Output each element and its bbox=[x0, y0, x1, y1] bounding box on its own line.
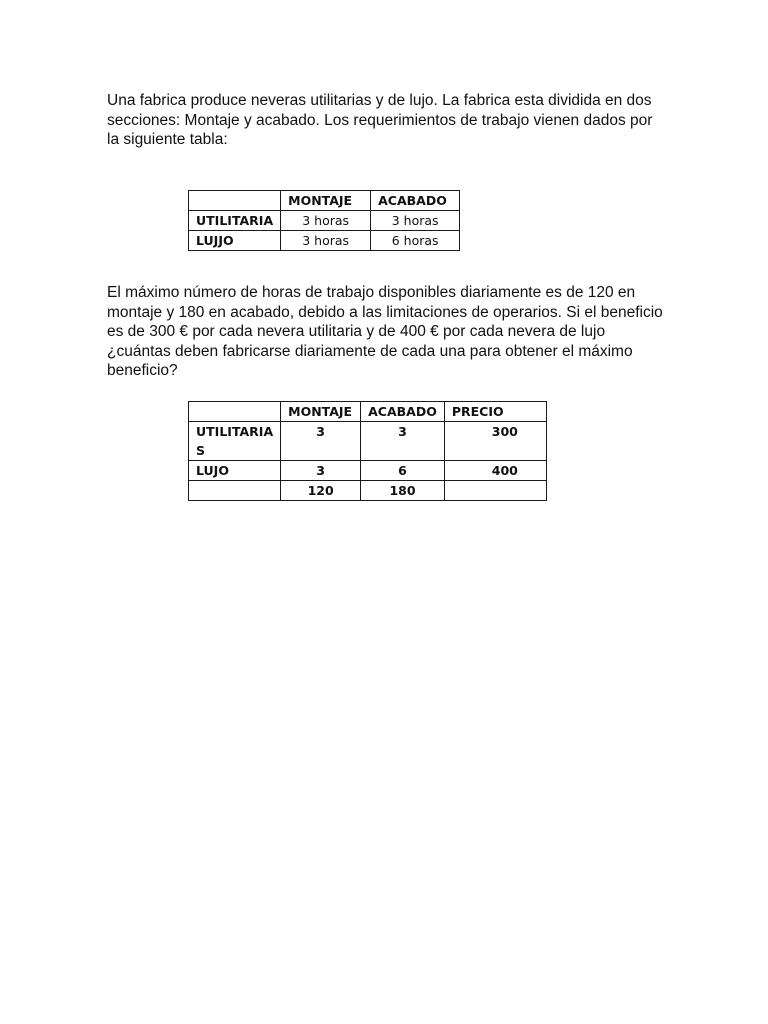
table-row-label: UTILITARIA bbox=[189, 211, 281, 231]
production-data-table bbox=[188, 401, 547, 501]
table-cell: 3 bbox=[281, 422, 361, 461]
intro-paragraph: Una fabrica produce neveras utilitarias y de lujo. La fabrica esta dividida en dos secciones: Montaje y acabado. Los requerimientos de trabajo vienen dados por la siguiente tabla: bbox=[107, 92, 653, 148]
table-header-cell bbox=[189, 191, 281, 211]
table-header-cell bbox=[189, 402, 281, 422]
table-cell: 3 horas bbox=[371, 211, 460, 231]
table-cell bbox=[189, 481, 281, 501]
table-header-cell: ACABADO bbox=[361, 402, 445, 422]
work-requirements-table bbox=[188, 190, 460, 251]
table-row-label: LUJJO bbox=[189, 231, 281, 251]
table-totals-row bbox=[189, 481, 547, 501]
table-cell: 300 bbox=[444, 422, 546, 461]
table-header-row bbox=[189, 191, 460, 211]
table-row bbox=[189, 422, 547, 461]
table-cell: 6 bbox=[361, 461, 445, 481]
table-header-cell: ACABADO bbox=[371, 191, 460, 211]
table-header-cell: PRECIO bbox=[444, 402, 546, 422]
table-row bbox=[189, 231, 460, 251]
table-header-row bbox=[189, 402, 547, 422]
table-row bbox=[189, 211, 460, 231]
table-cell: 3 bbox=[361, 422, 445, 461]
table-header-cell: MONTAJE bbox=[281, 191, 371, 211]
table-cell: 400 bbox=[444, 461, 546, 481]
table-row-label: UTILITARIA S bbox=[189, 422, 281, 461]
problem-paragraph: El máximo número de horas de trabajo disponibles diariamente es de 120 en montaje y 180 en acabado, debido a las limitaciones de operarios. Si el beneficio es de 300 € por cada nevera utilitaria y de 400 € por cada nevera de lujo ¿cuántas deben fabricarse diariamente de cada una para obtener el máximo beneficio? bbox=[107, 284, 663, 379]
table-cell: 3 bbox=[281, 461, 361, 481]
table-cell: 3 horas bbox=[281, 231, 371, 251]
table-cell: 3 horas bbox=[281, 211, 371, 231]
table-header-cell: MONTAJE bbox=[281, 402, 361, 422]
table-cell: 120 bbox=[281, 481, 361, 501]
table-row bbox=[189, 461, 547, 481]
table-row-label: LUJO bbox=[189, 461, 281, 481]
table-cell: 180 bbox=[361, 481, 445, 501]
table-cell: 6 horas bbox=[371, 231, 460, 251]
table-cell bbox=[444, 481, 546, 501]
